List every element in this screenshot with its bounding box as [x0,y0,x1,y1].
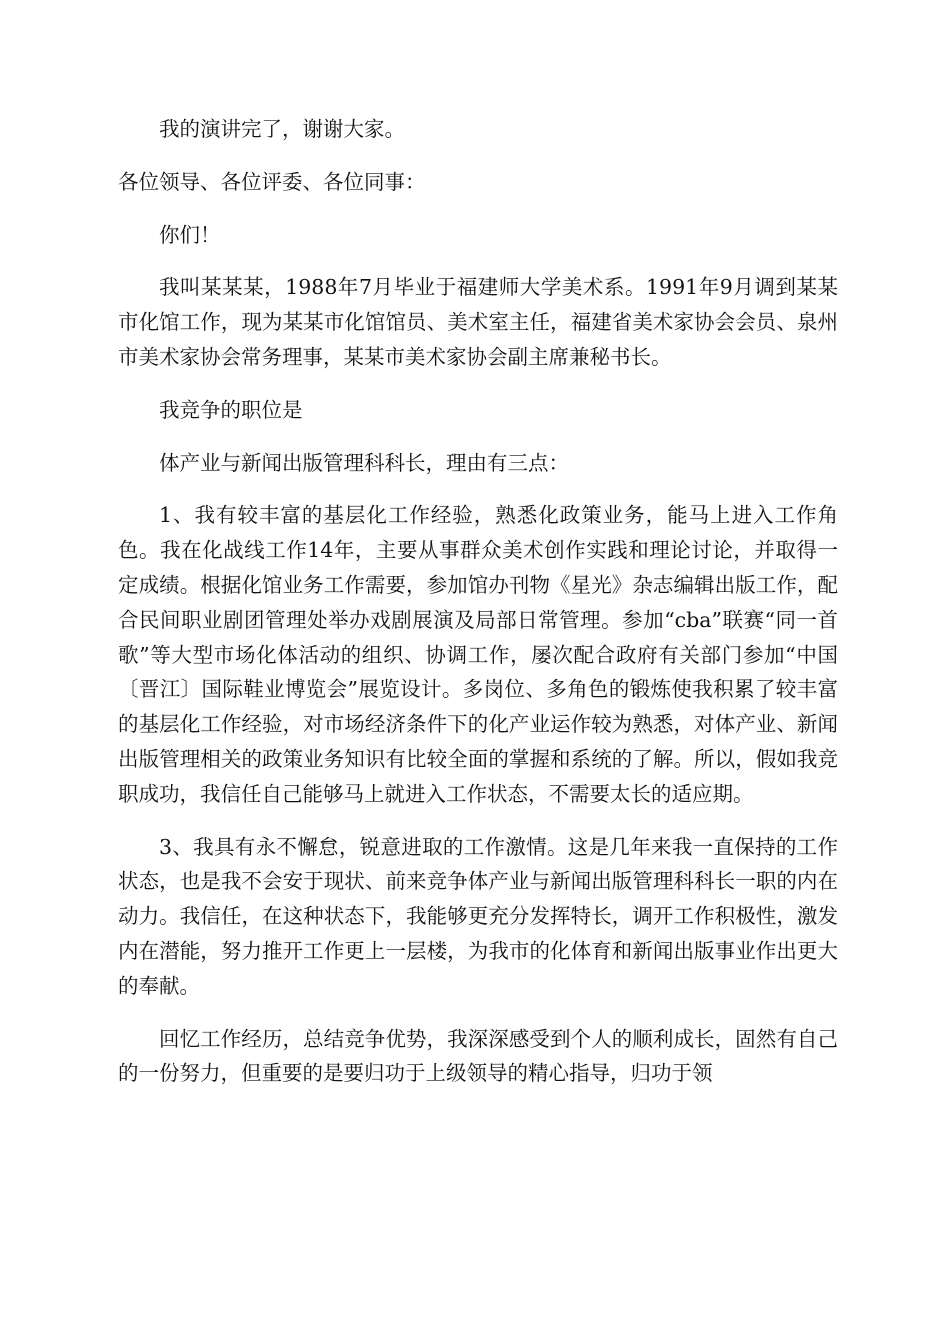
reason-one-paragraph: 1、我有较丰富的基层化工作经验，熟悉化政策业务，能马上进入工作角色。我在化战线工作14年，主要从事群众美术创作实践和理论讨论，并取得一定成绩。根据化馆业务工作需要，参加馆办刊物《星光》杂志编辑出版工作，配合民间职业剧团管理处举办戏剧展演及局部日常管理。参加“cba”联赛“同一首歌”等大型市场化体活动的组织、协调工作，屡次配合政府有关部门参加“中国〔晋江〕国际鞋业博览会”展览设计。多岗位、多角色的锻炼使我积累了较丰富的基层化工作经验，对市场经济条件下的化产业运作较为熟悉，对体产业、新闻出版管理相关的政策业务知识有比较全面的掌握和系统的了解。所以，假如我竞职成功，我信任自己能够马上就进入工作状态，不需要太长的适应期。 [118,503,838,806]
closing-remark: 我的演讲完了，谢谢大家。 [159,117,405,141]
position-intro-paragraph: 我竞争的职位是 [159,397,303,422]
salutation: 各位领导、各位评委、各位同事： [118,169,426,194]
reason-three-paragraph: 3、我具有永不懈怠，锐意进取的工作激情。这是几年来我一直保持的工作状态，也是我不会安于现状、前来竞争体产业与新闻出版管理科科长一职的内在动力。我信任，在这种状态下，我能够更充分发挥特长，调开工作积极性，激发内在潜能，努力推开工作更上一层楼，为我市的化体育和新闻出版事业作出更大的奉献。 [118,834,838,998]
position-title-paragraph: 体产业与新闻出版管理科科长，理由有三点： [159,450,569,475]
document-body [118,112,838,1109]
reflection-paragraph: 回忆工作经历，总结竞争优势，我深深感受到个人的顺利成长，固然有自己的一份努力，但重要的是要归功于上级领导的精心指导，归功于领 [118,1026,838,1086]
self-introduction-paragraph: 我叫某某某，1988年7月毕业于福建师大学美术系。1991年9月调到某某市化馆工作，现为某某市化馆馆员、美术室主任，福建省美术家协会会员、泉州市美术家协会常务理事，某某市美术家协会副主席兼秘书长。 [118,275,838,369]
greeting: 你们！ [159,222,221,247]
